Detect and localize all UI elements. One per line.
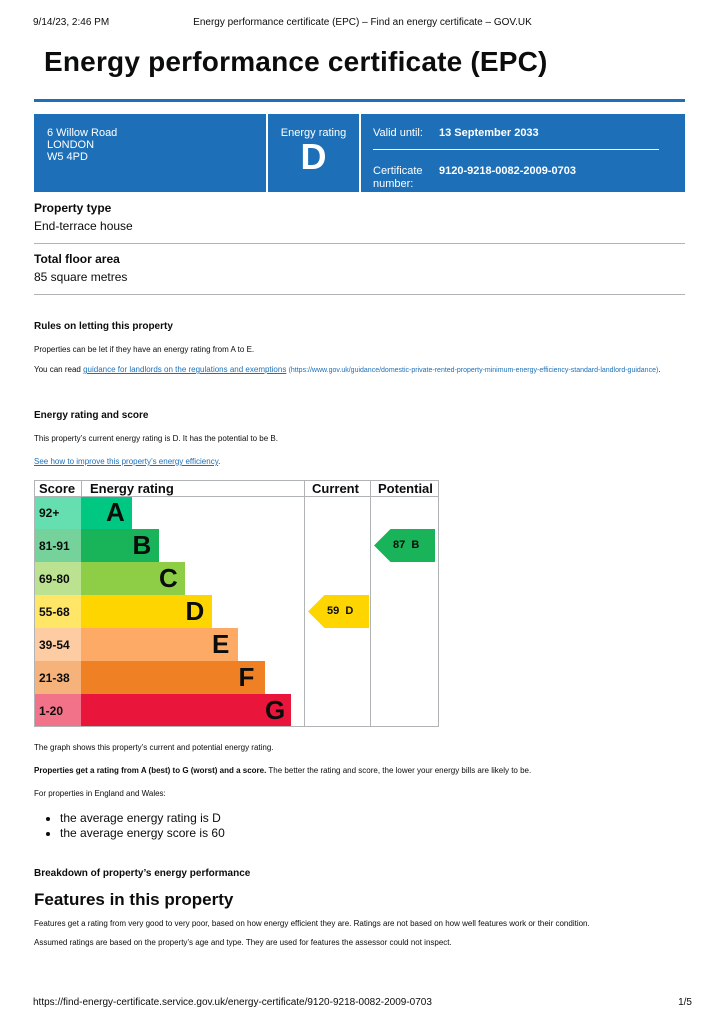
floor-area-row	[34, 252, 685, 284]
rating-column-header: Energy rating	[90, 481, 174, 496]
address-line: W5 4PD	[47, 151, 88, 163]
valid-until-value: 13 September 2033	[439, 127, 539, 139]
summary-divider	[34, 294, 685, 295]
band-letter-c: C	[159, 563, 178, 593]
band-score-cell: 69-80	[34, 562, 81, 595]
page-title: Energy performance certificate (EPC)	[44, 46, 548, 77]
banner-divider	[359, 114, 361, 192]
landlord-guidance-link[interactable]: guidance for landlords on the regulations and exemptions	[83, 365, 287, 374]
potential-column-rule	[370, 480, 371, 727]
current-column-header: Current	[312, 481, 359, 496]
certificate-number-row	[373, 165, 659, 190]
band-letter-g: G	[265, 695, 286, 725]
print-title: Energy performance certificate (EPC) – Find an energy certificate – GOV.UK	[193, 17, 532, 28]
rating-heading: Energy rating and score	[34, 410, 149, 421]
band-letter-b: B	[132, 530, 152, 560]
breakdown-heading: Breakdown of property’s energy performance	[34, 868, 251, 879]
improve-suffix: .	[218, 457, 221, 466]
valid-until-row	[373, 127, 659, 141]
band-score-cell: 1-20	[34, 694, 81, 727]
band-letter-a: A	[106, 497, 125, 527]
score-column-rule	[81, 480, 82, 496]
address-line: 6 Willow Road	[47, 127, 118, 139]
chart-border-right	[438, 480, 439, 727]
energy-rating-chart	[34, 480, 439, 727]
property-type-label: Property type	[34, 201, 112, 215]
england-wales-para: For properties in England and Wales:	[34, 789, 166, 798]
band-bar-f	[81, 661, 265, 694]
guidance-url: (https://www.gov.uk/guidance/domestic-private-rented-property-minimum-energy-efficiency-standard-landlord-guidance)	[288, 367, 659, 374]
energy-rating-label: Energy rating	[280, 127, 347, 139]
list-item: • the average energy rating is D	[60, 811, 225, 826]
landlord-guidance-para	[34, 365, 685, 376]
print-date: 9/14/23, 2:46 PM	[33, 17, 110, 28]
guidance-suffix: .	[658, 365, 661, 374]
print-footer	[33, 997, 692, 1011]
band-score-cell: 55-68	[34, 595, 81, 628]
band-score-cell: 21-38	[34, 661, 81, 694]
title-rule	[34, 99, 685, 102]
assumed-ratings-para: Assumed ratings are based on the property’s age and type. They are used for features the assessor could not inspect.	[34, 938, 452, 947]
floor-area-value: 85 square metres	[34, 270, 128, 284]
epc-summary-banner	[34, 114, 685, 192]
improve-para	[34, 457, 685, 467]
chart-header-rule	[34, 496, 439, 497]
chart-caption: The graph shows this property’s current and potential energy rating.	[34, 743, 274, 752]
floor-area-label: Total floor area	[34, 252, 120, 266]
current-column-rule	[304, 480, 305, 727]
banner-separator	[373, 149, 659, 150]
band-bar-g	[81, 694, 291, 727]
band-score-cell: 92+	[34, 496, 81, 529]
band-letter-f: F	[238, 662, 255, 692]
property-type-value: End-terrace house	[34, 219, 133, 233]
improve-efficiency-link[interactable]: See how to improve this property’s energy efficiency	[34, 457, 219, 466]
guidance-prefix: You can read	[34, 365, 84, 374]
certificate-number-label: Certificate number:	[373, 165, 423, 190]
rating-explanation-bold: Properties get a rating from A (best) to G (worst) and a score.	[34, 766, 267, 775]
band-letter-e: E	[212, 629, 230, 659]
potential-rating-arrow-label: 87 B	[393, 539, 420, 551]
potential-column-header: Potential	[378, 481, 433, 496]
letting-para: Properties can be let if they have an energy rating from A to E.	[34, 345, 255, 354]
band-score-cell: 39-54	[34, 628, 81, 661]
certificate-number-value: 9120-9218-0082-2009-0703	[439, 165, 577, 177]
band-letter-d: D	[185, 596, 205, 626]
current-rating-arrow-label: 59 D	[327, 605, 354, 617]
valid-until-label: Valid until:	[373, 127, 423, 139]
average-ratings-list	[50, 811, 225, 841]
print-url: https://find-energy-certificate.service.gov.uk/energy-certificate/9120-9218-0082-2009-0703	[33, 997, 432, 1008]
chart-border-top	[34, 480, 439, 481]
chart-border-left	[34, 480, 35, 727]
rating-para: This property’s current energy rating is D. It has the potential to be B.	[34, 434, 278, 443]
property-type-row	[34, 201, 685, 233]
summary-divider	[34, 243, 685, 244]
rating-explanation-rest: The better the rating and score, the lower your energy bills are likely to be.	[266, 766, 532, 775]
page-number: 1/5	[678, 997, 692, 1008]
list-item: • the average energy score is 60	[60, 826, 225, 841]
property-address	[47, 127, 117, 163]
band-score-cell: 81-91	[34, 529, 81, 562]
address-line: LONDON	[47, 139, 95, 151]
letting-heading: Rules on letting this property	[34, 321, 173, 332]
energy-rating-block	[268, 114, 359, 192]
print-header	[33, 17, 692, 31]
features-para: Features get a rating from very good to very poor, based on how energy efficient they are. Ratings are not based on how well features work or their condition.	[34, 919, 590, 928]
features-heading: Features in this property	[34, 890, 234, 909]
rating-explanation	[34, 766, 685, 776]
chart-border-bottom	[34, 726, 439, 727]
energy-rating-letter: D	[300, 136, 327, 177]
score-column-header: Score	[39, 481, 76, 496]
